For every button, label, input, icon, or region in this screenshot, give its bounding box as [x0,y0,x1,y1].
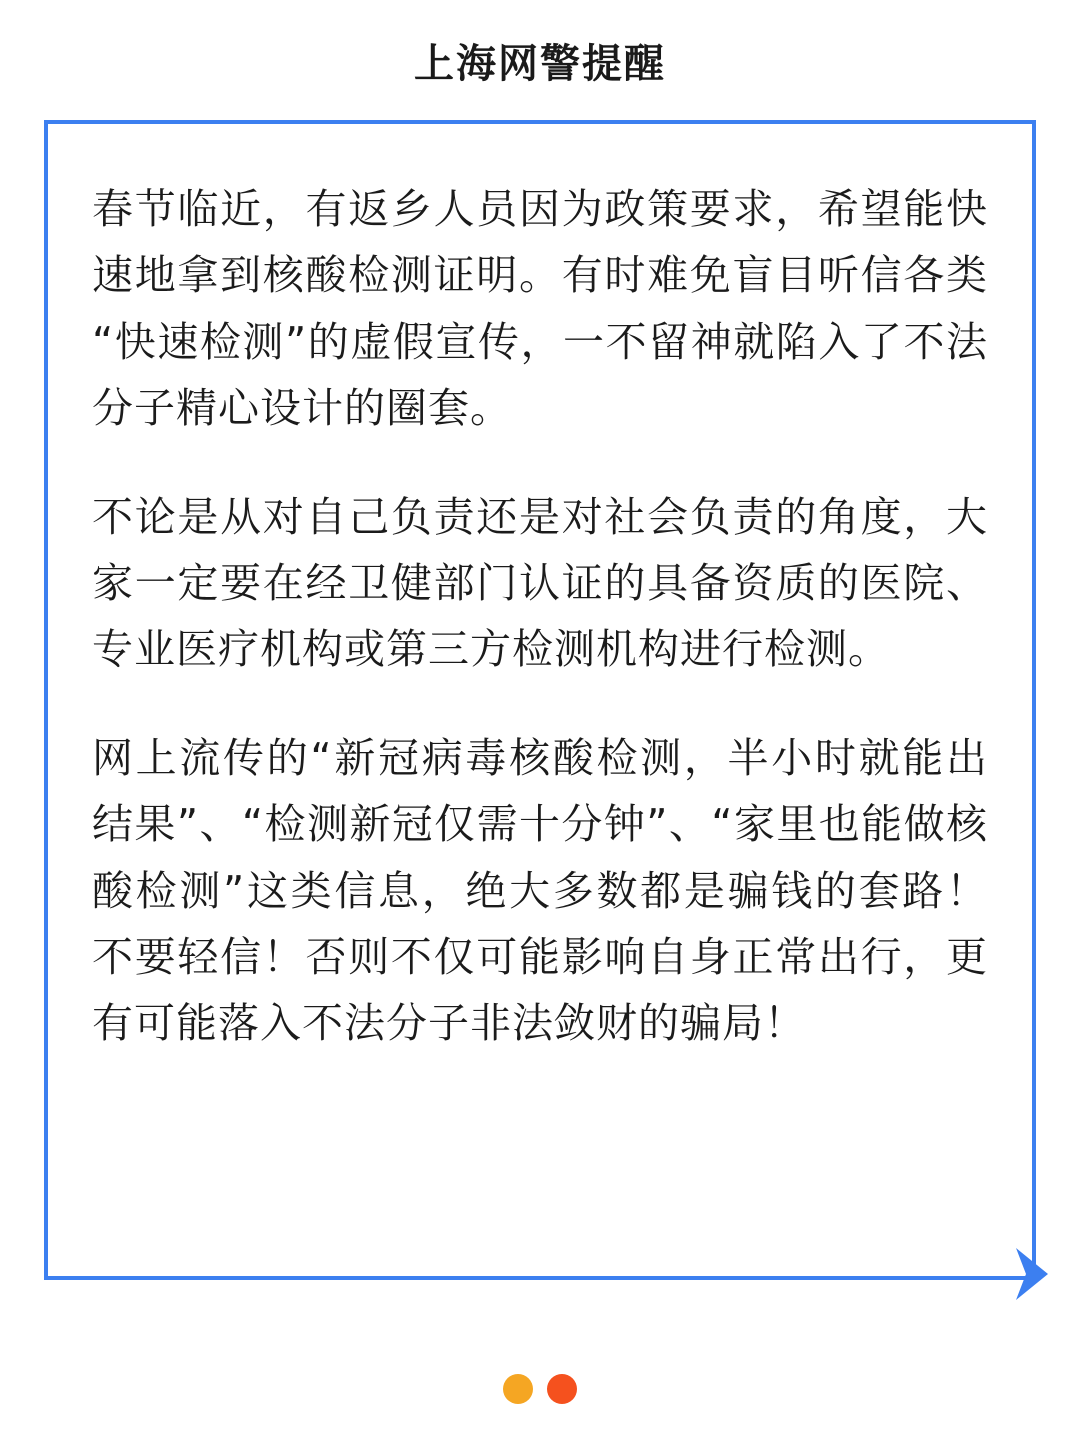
paragraph-3: 网上流传的“新冠病毒核酸检测，半小时就能出结果”、“检测新冠仅需十分钟”、“家里也能做核酸检测”这类信息，绝大多数都是骗钱的套路！不要轻信！否则不仅可能影响自身正常出行，更有可能落入不法分子非法敛财的骗局！ [92,733,988,1048]
content-card [44,120,1036,1280]
paragraph-1: 春节临近，有返乡人员因为政策要求，希望能快速地拿到核酸检测证明。有时难免盲目听信各类“快速检测”的虚假宣传，一不留神就陷入了不法分子精心设计的圈套。 [92,185,988,433]
page-title: 上海网警提醒 [414,42,666,86]
content-card-wrapper [44,120,1036,1280]
pager-dot-1 [503,1374,533,1404]
pager-dot-2 [547,1374,577,1404]
pager-dots [0,1374,1080,1404]
paragraph-2: 不论是从对自己负责还是对社会负责的角度，大家一定要在经卫健部门认证的具备资质的医院、专业医疗机构或第三方检测机构进行检测。 [92,492,988,674]
